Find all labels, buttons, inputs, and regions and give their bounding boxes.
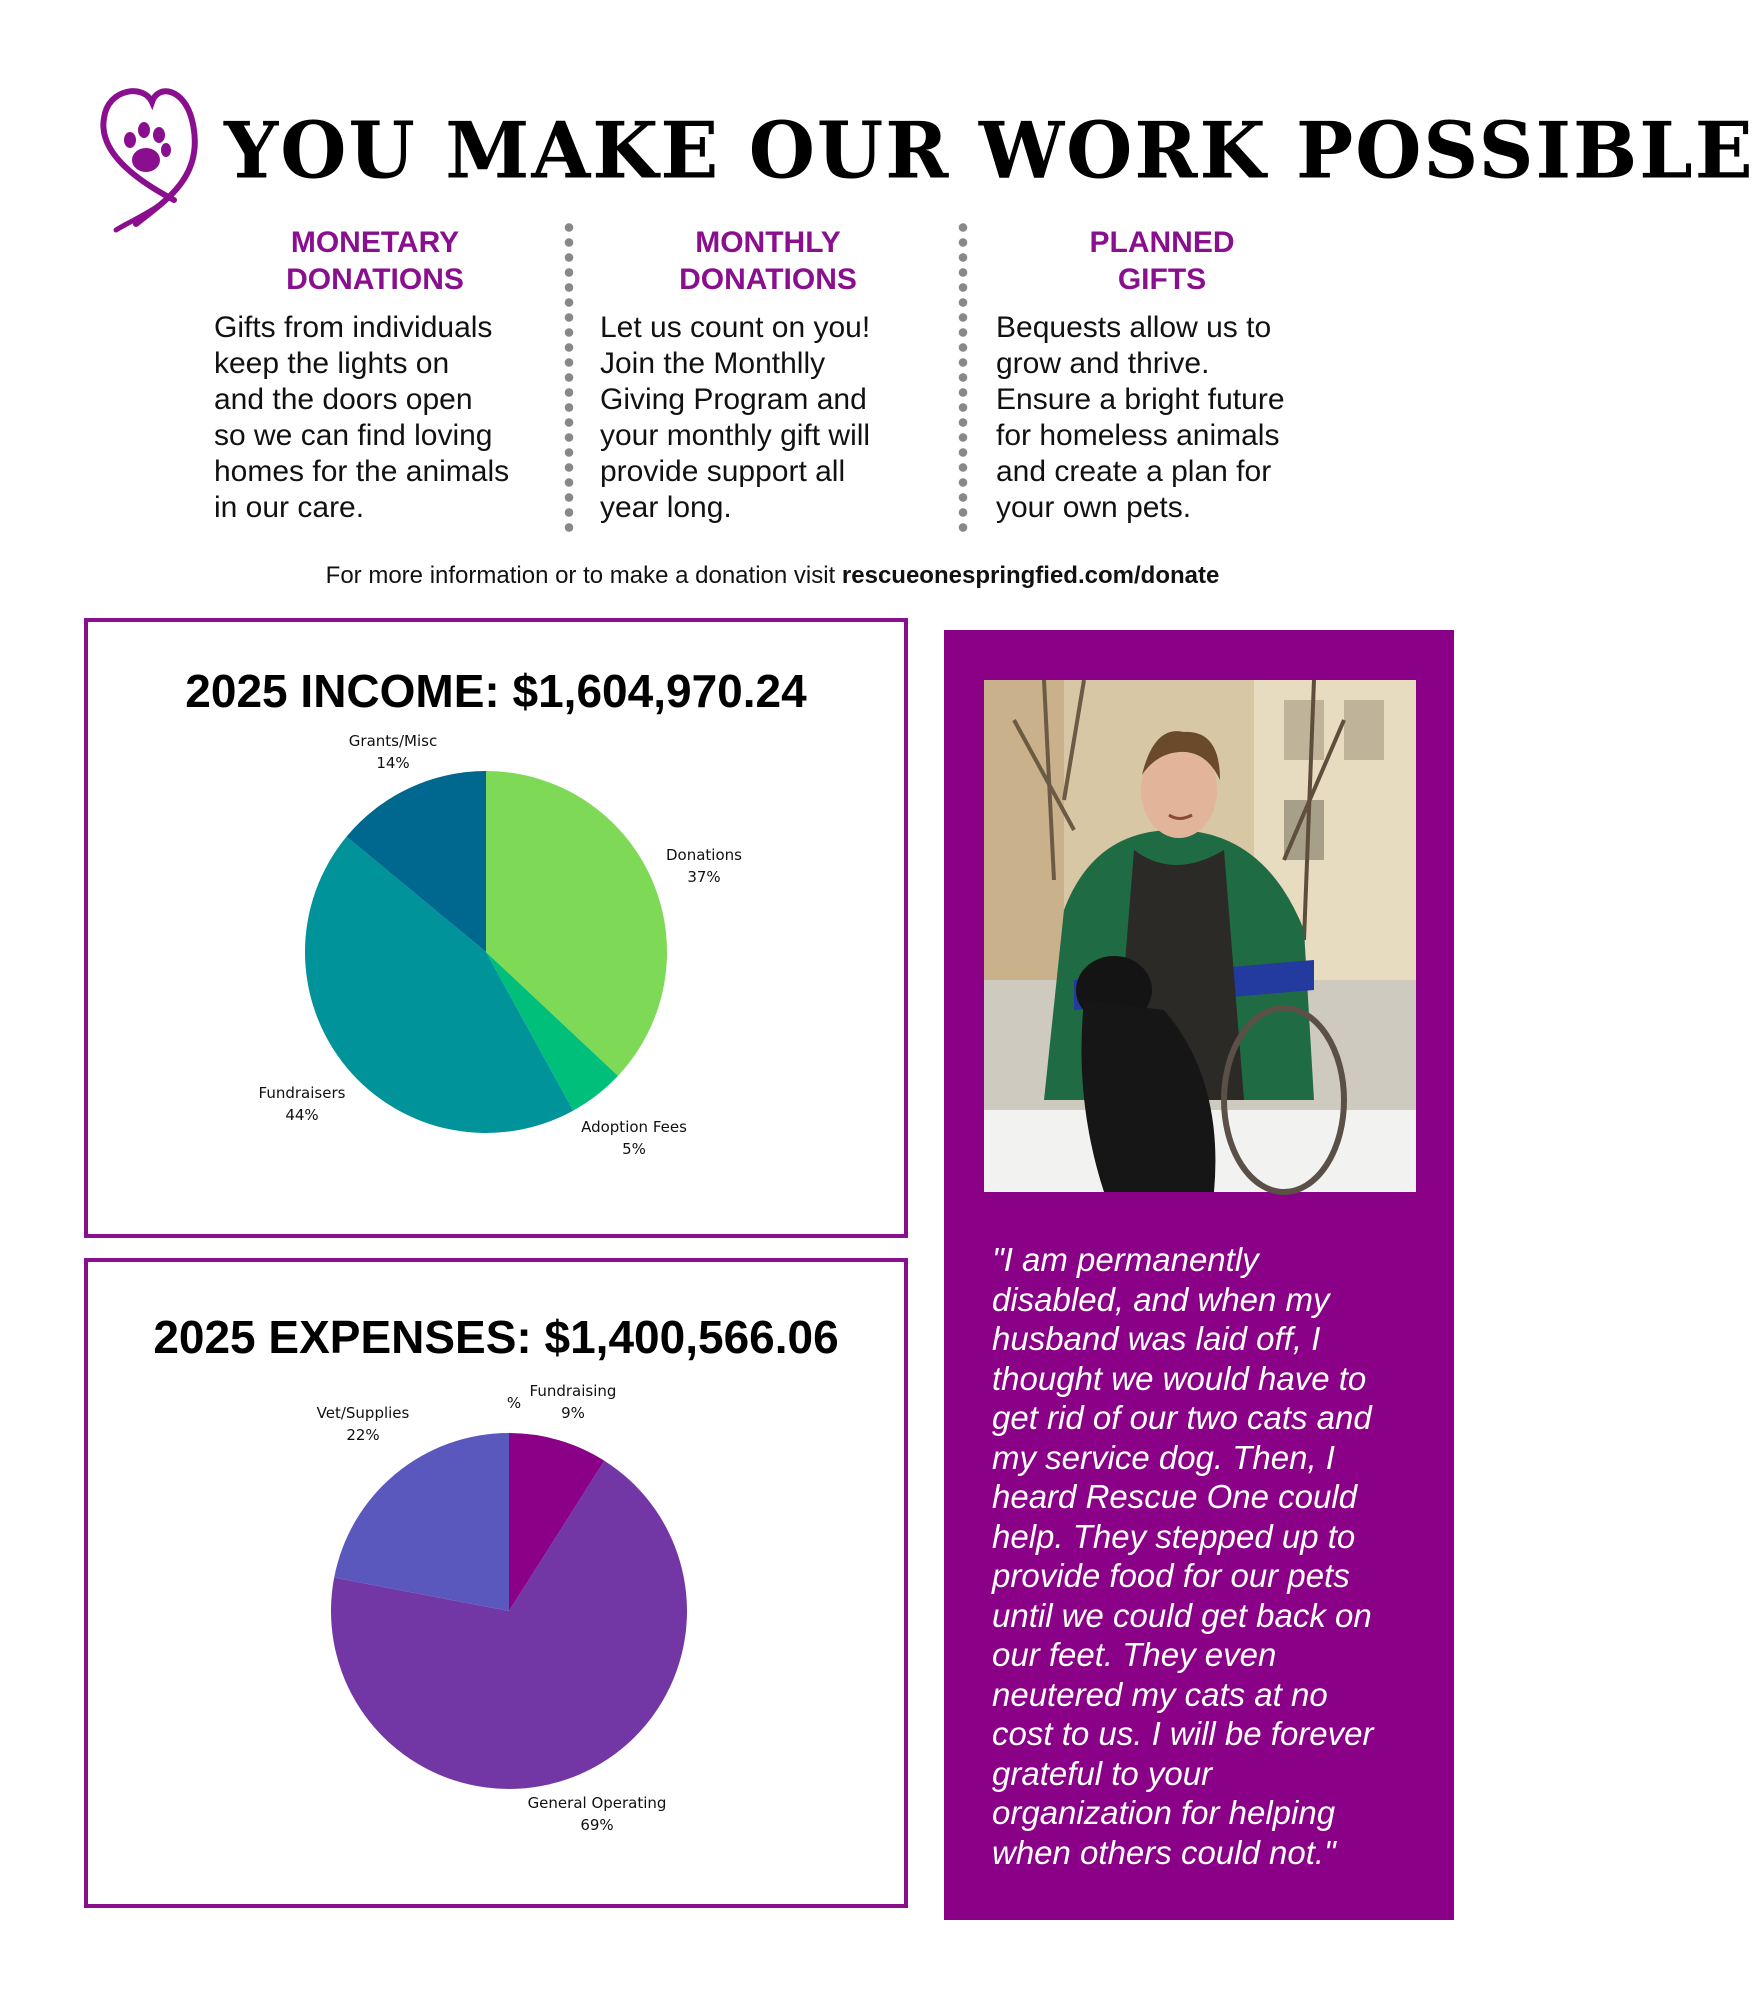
pie-value-grants-misc: 14% — [376, 754, 410, 772]
quote-line: until we could get back on — [992, 1596, 1372, 1634]
monetary-donations-text — [214, 310, 564, 526]
body-line: Let us count on you! — [600, 311, 871, 344]
income-title: 2025 INCOME: $1,604,970.24 — [185, 665, 807, 717]
body-line: your own pets. — [996, 491, 1192, 524]
quote-line: cost to us. I will be forever — [992, 1715, 1374, 1752]
quote-line: provide food for our pets — [992, 1557, 1350, 1594]
testimonial-quote — [992, 1240, 1422, 1872]
income-panel — [84, 618, 908, 1238]
quote-line: thought we would have to — [992, 1359, 1367, 1397]
pie-label-donations: Donations — [666, 846, 742, 864]
heading-line: DONATIONS — [679, 263, 857, 296]
pie-value-donations: 37% — [687, 868, 721, 886]
planned-gifts-text — [996, 310, 1346, 526]
pie-label-vet-supplies: Vet/Supplies — [316, 1404, 410, 1422]
quote-line: get rid of our two cats and — [992, 1399, 1372, 1436]
quote-line: neutered my cats at no — [992, 1675, 1328, 1713]
heading-line: MONTHLY — [695, 226, 841, 259]
heading-line: DONATIONS — [286, 263, 464, 296]
body-line: Join the Monthlly — [600, 347, 826, 380]
income-pie-chart — [88, 622, 904, 1234]
body-line: Bequests allow us to — [996, 311, 1272, 344]
quote-line: grateful to your — [992, 1754, 1213, 1792]
body-line: so we can find loving — [214, 419, 493, 452]
body-line: your monthly gift will — [600, 419, 871, 452]
pie-value-fundraising: 9% — [561, 1404, 585, 1422]
body-line: year long. — [600, 491, 732, 524]
monetary-donations-heading — [215, 224, 535, 298]
donate-link[interactable]: rescueonespringfied.com/donate — [841, 562, 1220, 589]
pie-value-adoption-fees: 5% — [622, 1140, 646, 1158]
pie-label-adoption-fees: Adoption Fees — [581, 1118, 687, 1136]
body-line: Ensure a bright future — [996, 383, 1285, 416]
expenses-pie-chart — [88, 1262, 904, 1904]
body-line: grow and thrive. — [996, 347, 1210, 380]
heading-line: GIFTS — [1117, 263, 1207, 296]
quote-line: disabled, and when my — [992, 1280, 1330, 1318]
pie-label-fundraisers: Fundraisers — [258, 1084, 346, 1102]
quote-line: heard Rescue One could — [992, 1478, 1358, 1515]
pie-value-vet-supplies: 22% — [346, 1426, 380, 1444]
quote-line: husband was laid off, I — [992, 1320, 1321, 1357]
expenses-title: 2025 EXPENSES: $1,400,566.06 — [153, 1311, 839, 1363]
testimonial-photo — [984, 680, 1416, 1192]
heart-paw-logo-icon — [96, 80, 206, 230]
quote-line: when others could not." — [992, 1833, 1336, 1871]
pie-label-grants-misc: Grants/Misc — [348, 732, 438, 750]
body-line: homes for the animals — [214, 455, 510, 488]
info-text: For more information or to make a donation visit — [325, 562, 842, 589]
quote-line: organization for helping — [992, 1794, 1336, 1831]
quote-line: our feet. They even — [992, 1636, 1277, 1673]
body-line: keep the lights on — [214, 347, 450, 380]
body-line: and the doors open — [214, 383, 473, 416]
page-title: YOU MAKE OUR WORK POSSIBLE — [224, 105, 1755, 196]
quote-line: help. They stepped up to — [992, 1517, 1356, 1555]
pie-value-general-operating: 69% — [580, 1816, 614, 1834]
quote-line: my service dog. Then, I — [992, 1438, 1335, 1476]
pie-label-general-operating: General Operating — [527, 1794, 667, 1812]
dotted-divider — [564, 220, 574, 536]
heading-line: PLANNED — [1089, 226, 1235, 259]
stray-percent-label: % — [506, 1394, 522, 1412]
heading-line: MONETARY — [290, 226, 460, 259]
donation-info — [0, 562, 1545, 590]
planned-gifts-heading — [1002, 224, 1322, 298]
monthly-donations-heading — [608, 224, 928, 298]
body-line: provide support all — [600, 455, 846, 488]
body-line: in our care. — [214, 491, 365, 524]
expenses-panel — [84, 1258, 908, 1908]
body-line: Giving Program and — [600, 383, 867, 416]
body-line: for homeless animals — [996, 419, 1280, 452]
body-line: Gifts from individuals — [214, 311, 493, 344]
quote-line: "I am permanently — [992, 1241, 1259, 1278]
monthly-donations-text — [600, 310, 950, 526]
dotted-divider — [958, 220, 968, 536]
body-line: and create a plan for — [996, 455, 1272, 488]
pie-label-fundraising: Fundraising — [529, 1382, 617, 1400]
pie-value-fundraisers: 44% — [285, 1106, 319, 1124]
